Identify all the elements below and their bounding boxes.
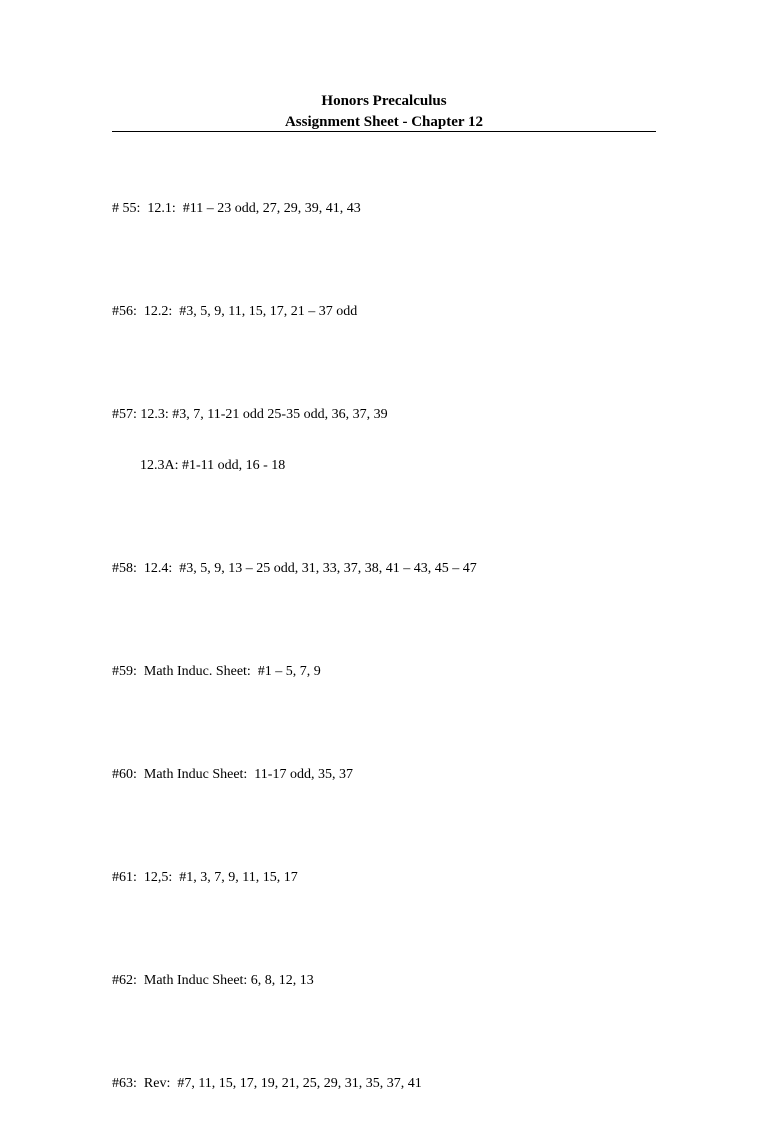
assignment-line: #60: Math Induc Sheet: 11-17 odd, 35, 37	[112, 767, 353, 782]
assignment-line: # 55: 12.1: #11 – 23 odd, 27, 29, 39, 41, 43	[112, 201, 361, 216]
assignment-sheet-title: Assignment Sheet - Chapter 12	[284, 114, 484, 130]
assignment-57	[112, 372, 672, 508]
assignment-62	[112, 938, 672, 1023]
assignment-60	[112, 732, 672, 817]
assignment-55	[112, 166, 672, 251]
assignment-61	[112, 835, 672, 920]
assignment-line: #57: 12.3: #3, 7, 11-21 odd 25-35 odd, 36, 37, 39	[112, 407, 388, 422]
assignment-line: #63: Rev: #7, 11, 15, 17, 19, 21, 25, 29, 31, 35, 37, 41	[112, 1076, 422, 1091]
assignment-56	[112, 269, 672, 354]
assignment-list	[112, 166, 672, 1144]
header-divider	[112, 131, 656, 132]
course-title: Honors Precalculus	[321, 93, 447, 109]
document-header	[112, 91, 656, 133]
assignment-line: #56: 12.2: #3, 5, 9, 11, 15, 17, 21 – 37 odd	[112, 304, 358, 319]
assignment-line: #58: 12.4: #3, 5, 9, 13 – 25 odd, 31, 33, 37, 38, 41 – 43, 45 – 47	[112, 561, 477, 576]
assignment-line-continuation: 12.3A: #1-11 odd, 16 - 18	[112, 458, 286, 473]
assignment-line: #61: 12,5: #1, 3, 7, 9, 11, 15, 17	[112, 870, 298, 885]
assignment-63	[112, 1041, 672, 1126]
assignment-line: #59: Math Induc. Sheet: #1 – 5, 7, 9	[112, 664, 321, 679]
assignment-59	[112, 629, 672, 714]
assignment-58	[112, 526, 672, 611]
assignment-line: #62: Math Induc Sheet: 6, 8, 12, 13	[112, 973, 314, 988]
